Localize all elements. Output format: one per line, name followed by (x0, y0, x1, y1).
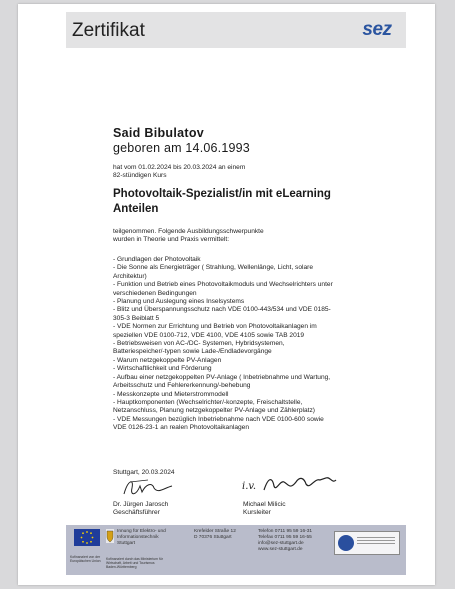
topic-line: - Warum netzgekoppelte PV-Anlagen (113, 356, 222, 364)
topic-line: Arbeitsschutz und Fehlererkennung/-behebung (113, 382, 251, 390)
training-topics-list (113, 256, 378, 433)
topic-line: Netzanschluss, Planung netzgekoppelter PV-Anlage und Zählerplatz) (113, 407, 315, 415)
institute-line: Informationstechnik (117, 535, 159, 540)
topic-line: - Aufbau einer netzgekoppelten PV-Anlage ( Inbetriebnahme und Wartung, (113, 373, 331, 381)
eu-flag-icon (74, 529, 100, 546)
course-dates-line: hat vom 01.02.2024 bis 20.03.2024 an einem (113, 164, 246, 171)
topic-line: verschiedenen Bedingungen (113, 289, 197, 297)
topic-line: VDE 0126-23-1 an realen Photovoltaikanlagen (113, 424, 249, 432)
address-line: D 70376 Stuttgart (194, 535, 232, 540)
institute-contact (258, 529, 328, 553)
phone-number: Telefon 0711 95 59 16-31 (258, 529, 313, 534)
institute-address (194, 529, 254, 541)
topic-line: - VDE Messungen bezüglich Inbetriebnahme nach VDE 0100-600 sowie (113, 415, 324, 423)
intro-line: wurden in Theorie und Praxis vermittelt: (113, 236, 230, 244)
director-signature (118, 474, 178, 502)
director-block (113, 501, 168, 518)
address-line: Krefelder Straße 12 (194, 529, 236, 534)
topic-line: - Funktion und Betrieb eines Photovoltaikmoduls und Wechselrichters unter (113, 281, 333, 289)
tuv-seal-icon (338, 535, 354, 551)
course-title (113, 187, 373, 217)
topic-line: - Blitz und Überspannungsschutz nach VDE 0100-443/534 und VDE 0185- (113, 306, 331, 314)
recipient-name: Said Bibulatov (113, 126, 205, 140)
eu-funding-caption: Kofinanziert von der Europäischen Union (70, 555, 101, 563)
director-name: Dr. Jürgen Jarosch (113, 501, 169, 508)
footer-band (66, 525, 406, 575)
course-title-line: Photovoltaik-Spezialist/in mit eLearning (113, 188, 331, 200)
tuv-certification-badge (334, 531, 400, 555)
topic-line: - Hauptkomponenten (Wechselrichter/-konzepte, Freischaltstelle, (113, 398, 303, 406)
course-intro (113, 228, 353, 245)
instructor-name: Michael Milicic (243, 501, 286, 508)
certificate-page (18, 4, 435, 585)
certificate-header (66, 12, 406, 48)
topic-line: - Messkonzepte und Mieterstrommodell (113, 390, 229, 398)
fax-number: Telefax 0711 95 59 16-55 (258, 535, 312, 540)
topic-line: - Betriebsweisen von AC-/DC- Systemen, Hybridsystemen, (113, 340, 285, 348)
instructor-signature (240, 472, 350, 498)
svg-text:i.v.: i.v. (242, 481, 257, 492)
tuv-text-lines (357, 537, 395, 549)
instructor-role: Kursleiter (243, 509, 271, 517)
ministry-funding-caption: Kofinanziert durch das Ministerium für Wirtschaft, Arbeit und Tourismus Baden-Württemberg (106, 557, 163, 569)
place-and-date: Stuttgart, 20.03.2024 (113, 469, 175, 476)
topic-line: Batteriespeicher/-typen sowie Lade-/Endladevorgänge (113, 348, 272, 356)
topic-line: 305-3 Beiblatt 5 (113, 314, 160, 322)
topic-line: - Die Sonne als Energieträger ( Strahlung, Wellenlänge, Licht, solare (113, 264, 313, 272)
recipient-birth-date: geboren am 14.06.1993 (113, 141, 250, 155)
topic-line: Architektur) (113, 272, 147, 280)
institute-line: Stuttgart (117, 541, 136, 546)
instructor-block (243, 501, 286, 518)
topic-line: speziellen VDE 0100-712, VDE 4100, VDE 4105 sowie TAB 2019 (113, 331, 305, 339)
sez-logo: sez (354, 20, 400, 40)
intro-line: teilgenommen. Folgende Ausbildungsschwerpunkte (113, 228, 264, 235)
institute-line: Innung für Elektro- und (117, 529, 166, 534)
state-coat-of-arms-icon (106, 529, 114, 543)
email-address: info@sez-stuttgart.de (258, 541, 304, 546)
topic-line: - VDE Normen zur Errichtung und Betrieb von Photovoltaikanlagen im (113, 323, 317, 331)
website-address: www.sez-stuttgart.de (258, 547, 303, 552)
course-dates (113, 164, 333, 181)
topic-line: - Wirtschaftlichkeit und Förderung (113, 365, 212, 373)
course-title-line: Anteilen (113, 203, 159, 215)
certificate-title: Zertifikat (72, 20, 145, 41)
topic-line: - Planung und Auslegung eines Inselsystems (113, 298, 245, 306)
course-hours-line: 82-stündigen Kurs (113, 172, 167, 180)
topic-line: - Grundlagen der Photovoltaik (113, 256, 201, 263)
institute-name (117, 529, 187, 547)
director-role: Geschäftsführer (113, 509, 160, 517)
